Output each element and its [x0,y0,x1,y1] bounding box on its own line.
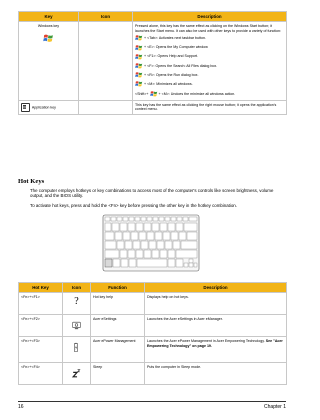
shortcut-line [135,44,284,52]
hotkey-icon-cell [63,315,91,337]
shortcut-text: + <R>: Opens the Run dialog box. [144,72,199,77]
shortcut-text: + <Tab>: Activates next taskbar button. [144,36,207,41]
shortcut-line [135,80,284,88]
description-cell: Displays help on hot keys. [145,293,287,315]
keyboard-illustration [102,214,200,272]
table-row [19,293,287,315]
windows-logo-icon [135,34,143,42]
hotkey-icon-cell [63,337,91,363]
question-mark-icon: ? [74,296,79,307]
hotkey-cell: <Fn>+<F3> [19,337,63,363]
table-row [19,315,287,337]
shortcut-line [135,71,284,79]
description-cell: Puts the computer in Sleep mode. [145,363,287,385]
windows-logo-icon [135,62,143,70]
hotkey-icon-cell [63,363,91,385]
shortcut-suffix: + <M>: Undoes the minimize all windows action. [158,91,236,96]
shortcut-text: + <E>: Opens the My Computer window [144,45,208,50]
header-hot-key: Hot Key [19,283,63,293]
section-heading: Hot Keys [18,178,45,185]
application-key-label: Application key [31,104,56,109]
table-row [19,100,287,114]
hotkeys-instructions: To activate hot keys, press and hold the <Fn> key before pressing the other key in the hotkey combination. [30,203,237,208]
description-cell [145,337,287,363]
hotkeys-table-header [19,283,287,293]
function-cell: Hot key help [91,293,145,315]
windows-key-description [133,22,287,101]
hotkeys-paragraph: The computer employs hotkeys or key combinations to access most of the computer's controls like screen brightness, volume output, and the BIOS utility. [30,188,274,199]
windows-logo-icon [135,80,143,88]
hotkey-icon-cell [63,293,91,315]
shortcut-text: + <F1>: Opens Help and Support. [144,54,199,59]
sleep-icon [71,368,82,379]
function-cell: Acer eSettings [91,315,145,337]
header-key: Key [19,12,79,22]
shortcut-line-shift [135,90,284,98]
shortcut-line [135,34,284,42]
windows-key-label: Windows key [37,24,60,28]
shortcut-line [135,62,284,70]
windows-logo-icon [150,90,158,98]
function-cell: Acer ePower Management [91,337,145,363]
shortcut-text: + <F>: Opens the Search: All Files dialog box. [144,63,218,68]
header-function: Function [91,283,145,293]
description-cell: Launches the Acer eSettings in Acer eManager. [145,315,287,337]
windows-key-icon-cell [79,22,133,101]
hotkeys-table [18,282,287,385]
application-key-icon [21,103,30,112]
header-icon: Icon [63,283,91,293]
header-icon: Icon [79,12,133,22]
windows-logo-icon [135,44,143,52]
page-number: 16 [18,404,24,410]
header-description: Description [133,12,287,22]
windows-key-cell [19,22,79,101]
application-key-cell [19,100,79,114]
function-cell: Sleep [91,363,145,385]
chapter-label: Chapter 1 [264,404,286,410]
windows-logo-icon [135,53,143,61]
table-row [19,337,287,363]
application-key-description: This key has the same effect as clicking the right mouse button; it opens the application's context menu. [133,100,287,114]
cross-reference-link: See "Acer Empowering Technology" on page 19. [147,339,283,348]
windows-logo-icon [43,33,54,44]
application-key-icon-cell [79,100,133,114]
shortcut-line [135,53,284,61]
header-description: Description [145,283,287,293]
windows-key-intro: Pressed alone, this key has the same effect as clicking on the Windows Start button; it launches the Start menu. It can also be used with other keys to provide a variety of function: [135,24,282,33]
shortcut-text: + <M>: Minimizes all windows. [144,82,193,87]
shortcut-prefix: <Shift>+ [135,91,149,96]
hotkey-cell: <Fn>+<F1> [19,293,63,315]
hotkey-cell: <Fn>+<F4> [19,363,63,385]
description-text: Launches the Acer ePower Management in Acer Empowering Technology. [147,339,266,343]
windows-logo-icon [135,71,143,79]
hotkey-cell: <Fn>+<F2> [19,315,63,337]
keys-table-header [19,12,287,22]
table-row [19,363,287,385]
keys-table [18,11,287,115]
esettings-icon [71,320,82,331]
footer-divider [18,401,286,402]
epower-icon [71,342,82,353]
table-row [19,22,287,101]
